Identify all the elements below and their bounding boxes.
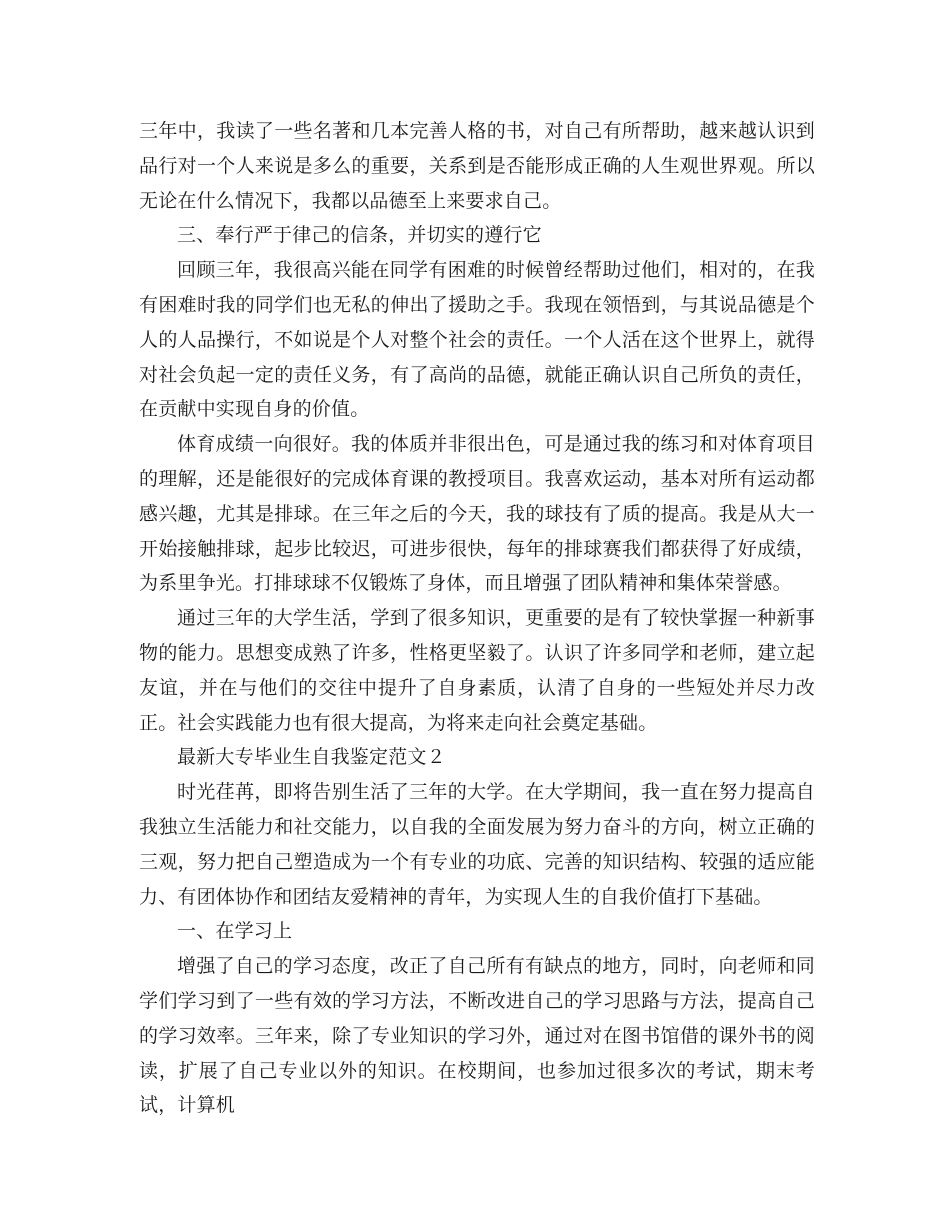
paragraph-7: 时光荏苒，即将告别生活了三年的大学。在大学期间，我一直在努力提高自我独立生活能力和社交能力，以自我的全面发展为努力奋斗的方向，树立正确的三观，努力把自己塑造成为一个有专业的功底、完善的知识结构、较强的适应能力、有团体协作和团结友爱精神的青年，为实现人生的自我价值打下基础。 — [139, 781, 815, 908]
heading-three-self-discipline: 三、奉行严于律己的信条，并切实的遵行它 — [177, 224, 542, 247]
paragraph-1: 三年中，我读了一些名著和几本完善人格的书，对自己有所帮助，越来越认识到品行对一个人来说是多么的重要，关系到是否能形成正确的人生观世界观。所以无论在什么情况下，我都以品德至上来要求自己。 — [139, 120, 815, 212]
heading-one-study: 一、在学习上 — [177, 920, 293, 943]
paragraph-3: 回顾三年，我很高兴能在同学有困难的时候曾经帮助过他们，相对的，在我有困难时我的同学们也无私的伸出了援助之手。我现在领悟到，与其说品德是个人的人品操行，不如说是个人对整个社会的责任。一个人活在这个世界上，就得对社会负起一定的责任义务，有了高尚的品德，就能正确认识自己所负的责任，在贡献中实现自身的价值。 — [139, 259, 815, 421]
paragraph-9: 增强了自己的学习态度，改正了自己所有有缺点的地方，同时，向老师和同学们学习到了一些有效的学习方法，不断改进自己的学习思路与方法，提高自己的学习效率。三年来，除了专业知识的学习外，通过对在图书馆借的课外书的阅读，扩展了自己专业以外的知识。在校期间，也参加过很多次的考试，期末考试，计算机 — [139, 955, 815, 1117]
paragraph-4: 体育成绩一向很好。我的体质并非很出色，可是通过我的练习和对体育项目的理解，还是能很好的完成体育课的教授项目。我喜欢运动，基本对所有运动都感兴趣，尤其是排球。在三年之后的今天，我的球技有了质的提高。我是从大一开始接触排球，起步比较迟，可进步很快，每年的排球赛我们都获得了好成绩，为系里争光。打排球球不仅锻炼了身体，而且增强了团队精神和集体荣誉感。 — [139, 433, 815, 595]
document-page — [139, 114, 815, 1123]
section-title-sample-2: 最新大专毕业生自我鉴定范文２ — [177, 746, 446, 769]
paragraph-5: 通过三年的大学生活，学到了很多知识，更重要的是有了较快掌握一种新事物的能力。思想变成熟了许多，性格更坚毅了。认识了许多同学和老师，建立起友谊，并在与他们的交往中提升了自身素质，认清了自身的一些短处并尽力改正。社会实践能力也有很大提高，为将来走向社会奠定基础。 — [139, 607, 815, 734]
